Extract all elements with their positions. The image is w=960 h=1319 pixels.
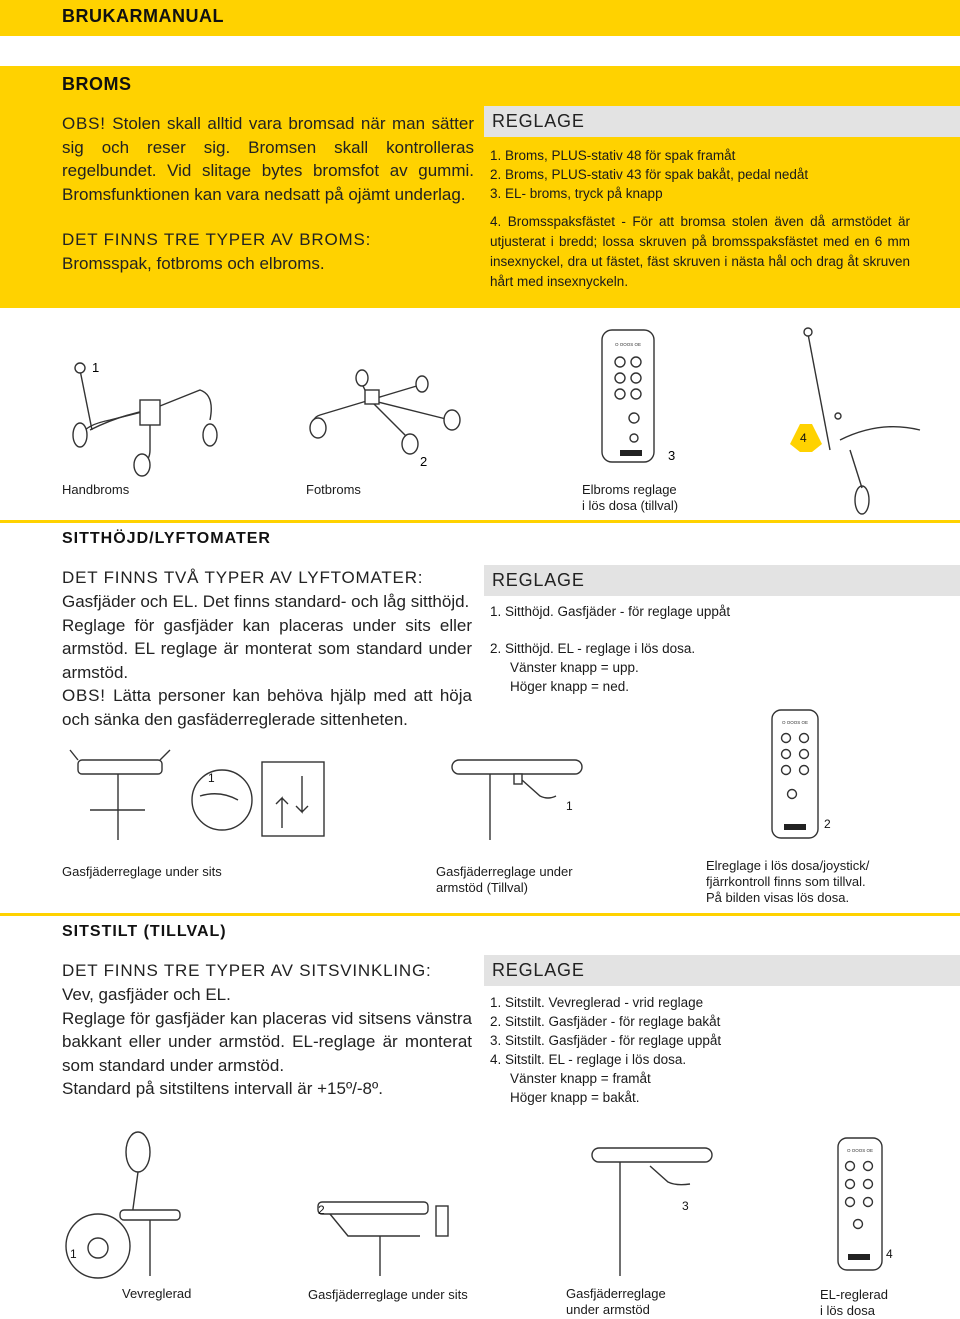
vev-chair-illustration xyxy=(66,1132,180,1278)
sitthojd-obs-text: Lätta personer kan behöva hjälp med att höja och sänka den gasfäderreglerade sittenheten. xyxy=(62,686,472,729)
obs-label: OBS! xyxy=(62,114,106,133)
caption-line: Gasfjäderreglage under xyxy=(436,864,573,879)
fig-number: 1 xyxy=(70,1247,77,1261)
sitstilt-line: Standard på sitstiltens intervall är +15º/-8º. xyxy=(62,1079,383,1098)
list-item: Höger knapp = ned. xyxy=(510,679,629,694)
remote-illustration xyxy=(838,1138,882,1270)
sitthojd-reglage-bar xyxy=(484,565,960,596)
remote-illustration xyxy=(772,710,818,838)
broms-reglage-bar xyxy=(484,106,960,137)
broms-obs-paragraph xyxy=(62,112,474,206)
section-rule xyxy=(0,520,960,523)
fig-number: 2 xyxy=(318,1203,325,1217)
list-item: 1. Sitthöjd. Gasfjäder - för reglage uppåt xyxy=(490,604,731,619)
caption-line: Elreglage i lös dosa/joystick/ xyxy=(706,858,870,873)
caption-gas-sits: Gasfjäderreglage under sits xyxy=(308,1287,468,1302)
caption-vevreglerad: Vevreglerad xyxy=(122,1286,192,1301)
sitthojd-reglage-title: REGLAGE xyxy=(492,570,585,590)
list-item: Vänster knapp = upp. xyxy=(510,660,639,675)
fig-number: 1 xyxy=(566,799,573,813)
sitthojd-heading: DET FINNS TVÅ TYPER AV LYFTOMATER: xyxy=(62,568,424,587)
remote-illustration xyxy=(602,330,654,462)
lever-arrows-illustration xyxy=(262,762,324,836)
list-item: 1. Sitstilt. Vevreglerad - vrid reglage xyxy=(490,995,704,1010)
armrest-brake-illustration xyxy=(804,328,920,514)
fig-number: 4 xyxy=(800,431,807,445)
caption-elreglage xyxy=(706,858,869,906)
remote-brand-text: O OOOS OE xyxy=(614,342,642,347)
sitthojd-line: Gasfjäder och EL. Det finns standard- och låg sitthöjd. xyxy=(62,592,470,611)
caption-el-reglerad xyxy=(820,1287,888,1319)
caption-elbroms xyxy=(582,482,678,514)
list-item: Vänster knapp = framåt xyxy=(510,1071,651,1086)
list-item: 2. Sitstilt. Gasfjäder - för reglage bakåt xyxy=(490,1014,721,1029)
caption-handbroms: Handbroms xyxy=(62,482,130,497)
broms-title: BROMS xyxy=(62,74,132,94)
sitstilt-figures xyxy=(0,1126,960,1286)
caption-line: EL-reglerad xyxy=(820,1287,888,1302)
broms-types-text: Bromsspak, fotbroms och elbroms. xyxy=(62,254,325,273)
broms-types-heading: DET FINNS TRE TYPER AV BROMS: xyxy=(62,230,372,249)
armrest-tilt-gas-illustration xyxy=(592,1148,712,1276)
broms-reglage-list xyxy=(490,146,950,203)
page-title: BRUKARMANUAL xyxy=(62,6,224,26)
sitstilt-line: Vev, gasfjäder och EL. xyxy=(62,985,231,1004)
sitstilt-reglage-title: REGLAGE xyxy=(492,960,585,980)
sitthojd-figures xyxy=(0,700,960,860)
caption-line: armstöd (Tillval) xyxy=(436,880,528,895)
caption-line: i lös dosa (tillval) xyxy=(582,498,679,513)
broms-obs-text: Stolen skall alltid vara bromsad när man sätter sig och reser sig. Bromsen skall kontrolleras regelbundet. Vid slitage bytes bromsfot av gummi. Bromsfunktionen kan vara nedsatt på ojämt underlag. xyxy=(62,114,474,204)
list-item: 2. Broms, PLUS-stativ 43 för spak bakåt, pedal nedåt xyxy=(490,167,809,182)
fig-number: 3 xyxy=(668,448,676,463)
sitstilt-heading: DET FINNS TRE TYPER AV SITSVINKLING: xyxy=(62,961,432,980)
header-bar xyxy=(0,0,960,36)
caption-line: Elbroms reglage xyxy=(582,482,677,497)
remote-brand-text: O OOOS OE xyxy=(846,1148,874,1153)
caption-line: På bilden visas lös dosa. xyxy=(706,890,850,905)
broms-note-4: 4. Bromsspaksfästet - För att bromsa stolen även då armstödet är utjusterat i bredd; lossa skruven på bromsspaksfästet med en 6 mm insexnyckel, dra ut fästet, fäst skruven i nästa hål och drag åt skruven hårt med insexnyckeln. xyxy=(490,214,910,289)
armrest-gasspring-illustration xyxy=(452,760,582,840)
caption-gas-armstod xyxy=(436,864,573,896)
caption-line: i lös dosa xyxy=(820,1303,875,1318)
caption-gas-sits: Gasfjäderreglage under sits xyxy=(62,864,222,879)
sitstilt-reglage-list xyxy=(490,993,950,1107)
caption-line: under armstöd xyxy=(566,1302,650,1317)
sitthojd-title: SITTHÖJD/LYFTOMATER xyxy=(62,530,271,547)
caption-fotbroms: Fotbroms xyxy=(306,482,361,497)
list-item: 3. EL- broms, tryck på knapp xyxy=(490,186,663,201)
section-rule xyxy=(0,913,960,916)
seat-tilt-gas-illustration xyxy=(318,1202,448,1276)
remote-brand-text: O OOOS OE xyxy=(781,720,809,725)
sitthojd-reglage-list xyxy=(490,602,950,696)
list-item: 3. Sitstilt. Gasfjäder - för reglage uppåt xyxy=(490,1033,722,1048)
seat-gasspring-illustration xyxy=(70,750,252,840)
list-item: 1. Broms, PLUS-stativ 48 för spak framåt xyxy=(490,148,736,163)
caption-gas-armstod xyxy=(566,1286,666,1318)
list-item: Höger knapp = bakåt. xyxy=(510,1090,640,1105)
caption-line: Gasfjäderreglage xyxy=(566,1286,666,1301)
caption-line: fjärrkontroll finns som tillval. xyxy=(706,874,866,889)
handbroms-illustration xyxy=(73,363,217,476)
obs-label: OBS! xyxy=(62,686,106,705)
fotbroms-illustration xyxy=(310,370,460,454)
fig-number: 1 xyxy=(208,771,215,785)
sitstilt-reglage-bar xyxy=(484,955,960,986)
fig-number: 2 xyxy=(824,817,831,831)
sitstilt-paragraph xyxy=(62,983,472,1101)
fig-number: 3 xyxy=(682,1199,689,1213)
broms-reglage-title: REGLAGE xyxy=(492,111,585,131)
sitstilt-line: Reglage för gasfjäder kan placeras vid sitsens vänstra bakkant eller under armstöd. EL-reglage är monterat som standard under armstöd. xyxy=(62,1008,472,1075)
broms-figures xyxy=(0,320,960,520)
fig-number: 4 xyxy=(886,1247,893,1261)
broms-panel xyxy=(0,66,960,308)
fig-number: 2 xyxy=(420,454,428,469)
fig-number: 1 xyxy=(92,360,100,375)
sitstilt-title: SITSTILT (TILLVAL) xyxy=(62,923,227,940)
sitthojd-line: Reglage för gasfjäder kan placeras under sits eller armstöd. EL reglage är monterat som standard under armstöd. xyxy=(62,615,472,682)
list-item: 2. Sitthöjd. EL - reglage i lös dosa. xyxy=(490,641,696,656)
list-item: 4. Sitstilt. EL - reglage i lös dosa. xyxy=(490,1052,687,1067)
